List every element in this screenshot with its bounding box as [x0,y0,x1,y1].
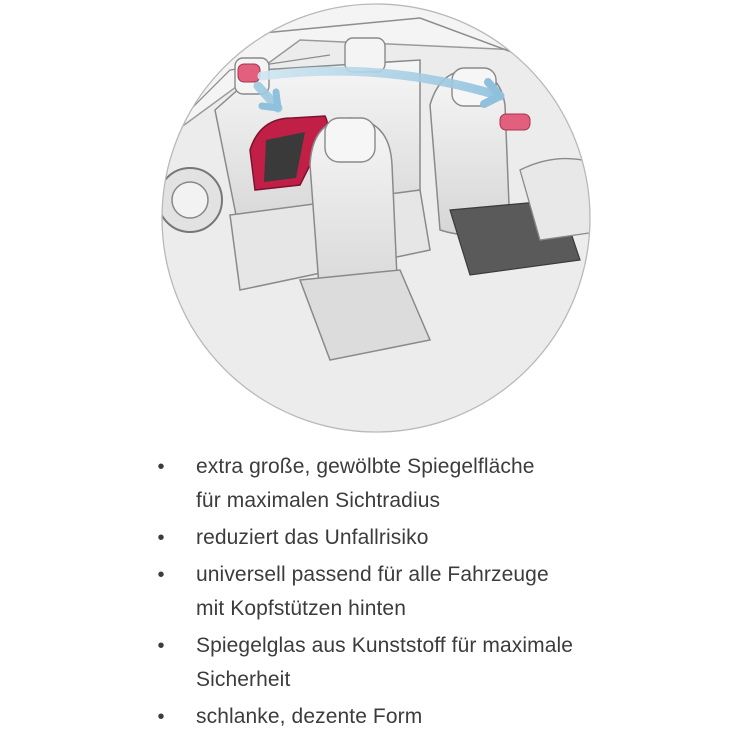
feature-line: extra große, gewölbte Spiegelfläche [196,455,535,478]
mirror-front [500,114,530,130]
list-item [150,558,710,626]
list-item [150,700,710,734]
feature-line: mit Kopfstützen hinten [196,597,406,620]
bullet: • [157,527,165,549]
feature-line: Sicherheit [196,668,291,691]
list-item [150,629,710,697]
feature-line: reduziert das Unfallrisiko [196,526,429,549]
mirror-rear [238,64,260,82]
bullet: • [157,635,165,657]
bullet: • [157,706,165,728]
list-item [150,450,710,518]
feature-line: universell passend für alle Fahrzeuge [196,563,549,586]
feature-line: schlanke, dezente Form [196,705,423,728]
feature-line: Spiegelglas aus Kunststoff für maximale [196,634,574,657]
feature-list [150,450,710,737]
bullet: • [157,456,165,478]
list-item [150,521,710,555]
bullet: • [157,564,165,586]
feature-line: für maximalen Sichtradius [196,489,441,512]
